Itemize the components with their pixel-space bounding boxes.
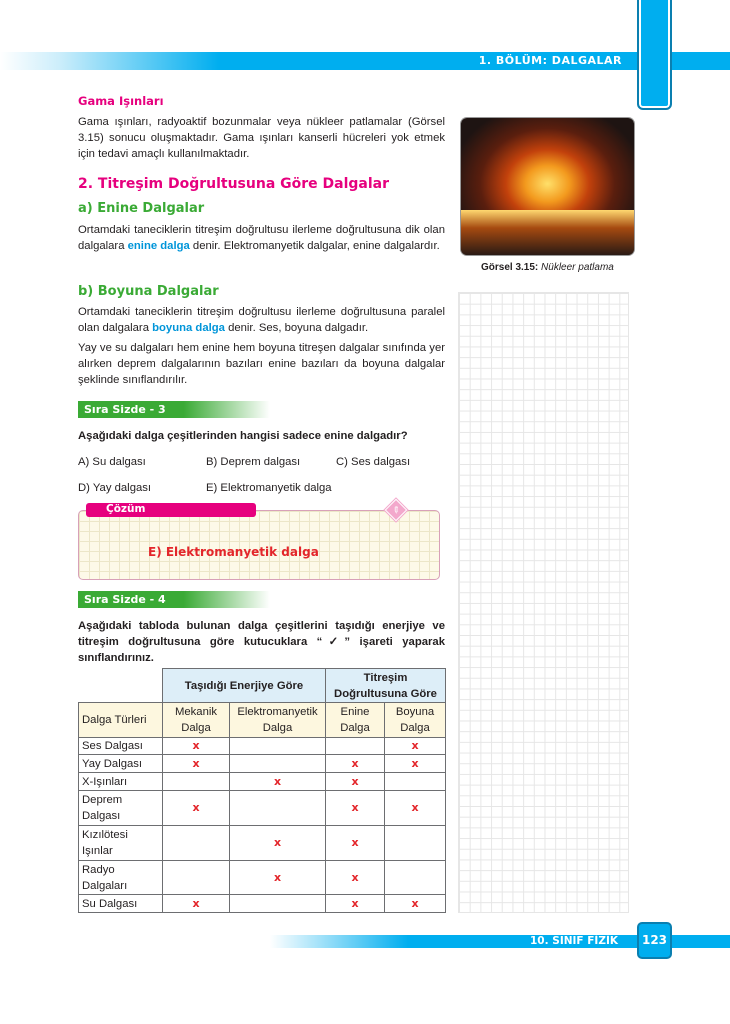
- wave-name: Su Dalgası: [79, 895, 163, 913]
- table-row: [79, 861, 446, 895]
- mark-cell[interactable]: x: [385, 895, 446, 913]
- mark-cell[interactable]: x: [326, 895, 385, 913]
- mixed-waves-text: Yay ve su dalgaları hem enine hem boyuna titreşen dalgalar sınıfında yer alırken deprem dalgalarının bazıları enine bazıları da boyuna dalgalar şeklinde sınıflandırılır.: [78, 342, 445, 386]
- mark-cell[interactable]: x: [163, 791, 230, 826]
- transverse-text: Ortamdaki taneciklerin titreşim doğrultusu ilerleme doğrultusuna dik olan dalgalara enine dalga denir. Elektromanyetik dalgalar, enine dalgalardır.: [78, 224, 445, 252]
- table-row: [79, 755, 446, 773]
- header-tab: [637, 0, 672, 110]
- wave-name: Radyo Dalgaları: [79, 861, 163, 895]
- option-d: D) Yay dalgası: [78, 482, 152, 494]
- mark-cell[interactable]: [230, 738, 326, 755]
- transverse-title: a) Enine Dalgalar: [78, 201, 205, 216]
- wave-name: X-Işınları: [79, 773, 163, 791]
- gamma-title: Gama Işınları: [78, 94, 164, 108]
- mark-cell[interactable]: x: [385, 755, 446, 773]
- longitudinal-title: b) Boyuna Dalgalar: [78, 284, 219, 299]
- exercise-3-question: Aşağıdaki dalga çeşitlerinden hangisi sadece enine dalgadır?: [78, 430, 408, 442]
- mark-cell[interactable]: x: [326, 826, 385, 861]
- mark-cell[interactable]: [163, 861, 230, 895]
- mark-cell[interactable]: x: [163, 755, 230, 773]
- solution-answer: E) Elektromanyetik dalga: [148, 545, 319, 559]
- table-row: [79, 773, 446, 791]
- option-a: A) Su dalgası: [78, 456, 146, 468]
- mark-cell[interactable]: [230, 895, 326, 913]
- mark-cell[interactable]: x: [230, 826, 326, 861]
- wave-name: Yay Dalgası: [79, 755, 163, 773]
- mark-cell[interactable]: [385, 826, 446, 861]
- mark-cell[interactable]: x: [230, 861, 326, 895]
- exercise-4-tag: Sıra Sizde - 4: [78, 591, 270, 608]
- exercise-3-tag: Sıra Sizde - 3: [78, 401, 270, 418]
- gamma-text: Gama ışınları, radyoaktif bozunmalar veya nükleer patlamalar (Görsel 3.15) sonucu oluşmaktadır. Gama ışınları kanserli hücreleri yok etmek için tedavi amaçlı kullanılmaktadır.: [78, 116, 445, 160]
- section-title: 2. Titreşim Doğrultusuna Göre Dalgalar: [78, 176, 390, 192]
- figure-caption: Görsel 3.15: Nükleer patlama: [481, 262, 614, 273]
- longitudinal-text: Ortamdaki taneciklerin titreşim doğrultusu ilerleme doğrultusuna paralel olan dalgalara boyuna dalga denir. Ses, boyuna dalgadır.: [78, 306, 445, 334]
- nuclear-explosion-image: [461, 118, 634, 255]
- option-e: E) Elektromanyetik dalga: [206, 482, 332, 494]
- group-header-energy: Taşıdığı Enerjiye Göre: [163, 669, 326, 703]
- table-row: [79, 791, 446, 826]
- mark-cell[interactable]: x: [163, 895, 230, 913]
- pencil-icon: ✎: [385, 499, 408, 522]
- chapter-title: 1. BÖLÜM: DALGALAR: [478, 54, 622, 67]
- mark-cell[interactable]: x: [230, 773, 326, 791]
- mark-cell[interactable]: [230, 755, 326, 773]
- col-header: Elektromanyetik Dalga: [230, 703, 326, 738]
- mark-cell[interactable]: x: [326, 773, 385, 791]
- mark-cell[interactable]: x: [385, 738, 446, 755]
- wave-name: Deprem Dalgası: [79, 791, 163, 826]
- table-row: [79, 826, 446, 861]
- mark-cell[interactable]: x: [385, 791, 446, 826]
- mark-cell[interactable]: x: [326, 755, 385, 773]
- column-headers: [79, 703, 446, 738]
- table-row: [79, 738, 446, 755]
- solution-label: Çözüm: [86, 503, 256, 517]
- wave-name: Ses Dalgası: [79, 738, 163, 755]
- mark-cell[interactable]: x: [326, 861, 385, 895]
- mark-cell[interactable]: [326, 738, 385, 755]
- col-header: Dalga Türleri: [79, 703, 163, 738]
- note-grid: [458, 292, 629, 913]
- mark-cell[interactable]: [230, 791, 326, 826]
- mark-cell[interactable]: [385, 773, 446, 791]
- wave-name: Kızılötesi Işınlar: [79, 826, 163, 861]
- option-b: B) Deprem dalgası: [206, 456, 301, 468]
- col-header: Mekanik Dalga: [163, 703, 230, 738]
- mark-cell[interactable]: x: [163, 738, 230, 755]
- group-header-direction: Titreşim Doğrultusuna Göre: [326, 669, 446, 703]
- page-number: 123: [637, 922, 672, 959]
- mark-cell[interactable]: x: [326, 791, 385, 826]
- table-row: [79, 895, 446, 913]
- option-c: C) Ses dalgası: [336, 456, 411, 468]
- mark-cell[interactable]: [163, 773, 230, 791]
- col-header: Boyuna Dalga: [385, 703, 446, 738]
- exercise-4-question: Aşağıdaki tabloda bulunan dalga çeşitlerini taşıdığı enerjiye ve titreşim doğrultusuna göre kutucuklara “✓” işareti yaparak sınıflandırınız.: [78, 620, 445, 664]
- book-title: 10. SINIF FİZİK: [530, 935, 618, 947]
- mark-cell[interactable]: [385, 861, 446, 895]
- col-header: Enine Dalga: [326, 703, 385, 738]
- mark-cell[interactable]: [163, 826, 230, 861]
- wave-classification-table: [78, 668, 446, 913]
